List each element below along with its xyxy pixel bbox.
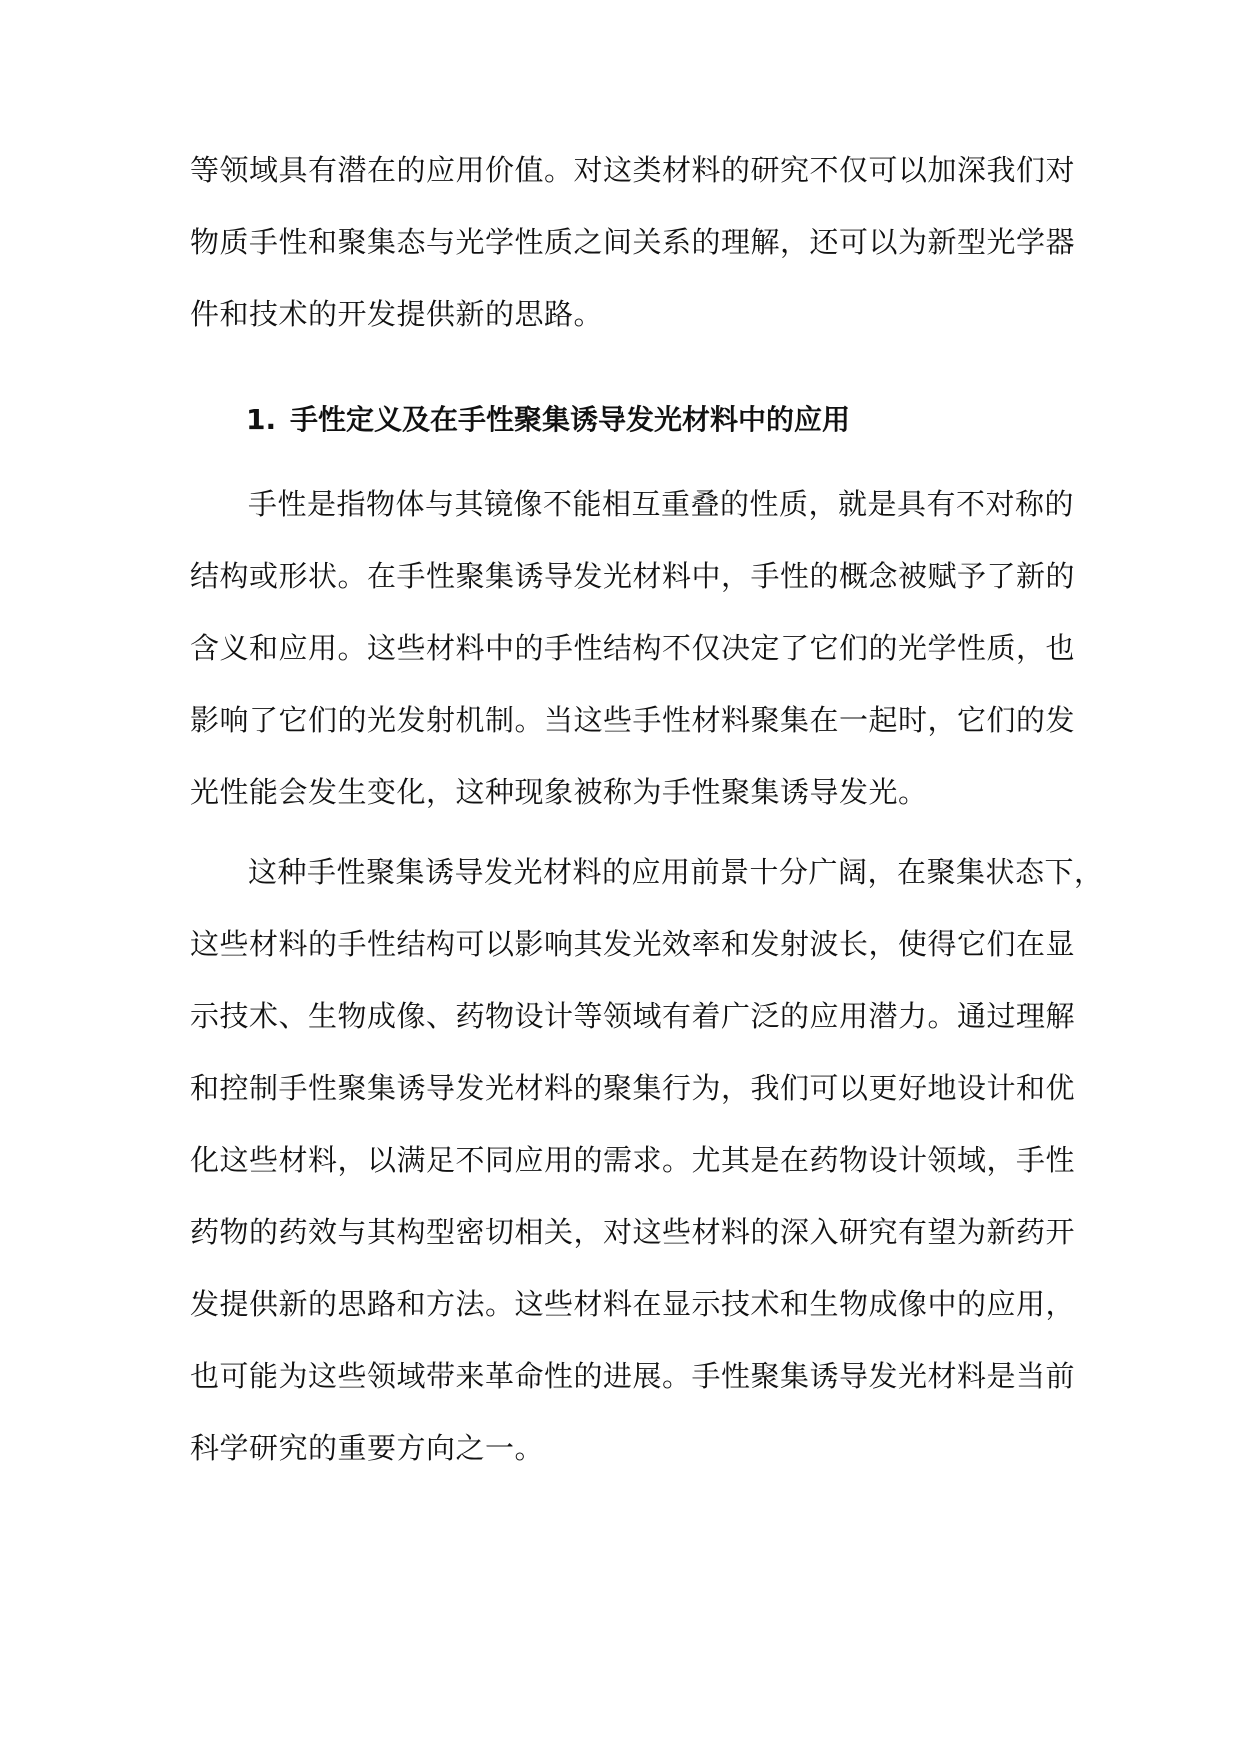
intro-line-2: 物质手性和聚集态与光学性质之间关系的理解，还可以为新型光学器: [190, 225, 1076, 259]
section-title: 手性定义及在手性聚集诱导发光材料中的应用: [290, 403, 851, 436]
paragraph2-line-3: 示技术、生物成像、药物设计等领域有着广泛的应用潜力。通过理解: [190, 999, 1076, 1033]
paragraph2-line-7: 发提供新的思路和方法。这些材料在显示技术和生物成像中的应用，: [190, 1287, 1076, 1321]
paragraph1-line-1: 手性是指物体与其镜像不能相互重叠的性质，就是具有不对称的: [248, 487, 1075, 521]
paragraph2-line-8: 也可能为这些领域带来革命性的进展。手性聚集诱导发光材料是当前: [190, 1359, 1076, 1393]
paragraph2-line-6: 药物的药效与其构型密切相关，对这些材料的深入研究有望为新药开: [190, 1215, 1076, 1249]
paragraph1-line-4: 影响了它们的光发射机制。当这些手性材料聚集在一起时，它们的发: [190, 703, 1076, 737]
paragraph1-line-5: 光性能会发生变化，这种现象被称为手性聚集诱导发光。: [190, 775, 928, 809]
paragraph2-line-5: 化这些材料，以满足不同应用的需求。尤其是在药物设计领域，手性: [190, 1143, 1076, 1177]
intro-line-1: 等领域具有潜在的应用价值。对这类材料的研究不仅可以加深我们对: [190, 153, 1076, 187]
paragraph2-line-9: 科学研究的重要方向之一。: [190, 1431, 545, 1465]
paragraph2-line-1: 这种手性聚集诱导发光材料的应用前景十分广阔，在聚集状态下，: [248, 855, 1104, 889]
paragraph2-line-2: 这些材料的手性结构可以影响其发光效率和发射波长，使得它们在显: [190, 927, 1076, 961]
section-heading: [246, 400, 850, 440]
paragraph2-line-4: 和控制手性聚集诱导发光材料的聚集行为，我们可以更好地设计和优: [190, 1071, 1076, 1105]
section-number: 1.: [246, 403, 277, 436]
paragraph1-line-2: 结构或形状。在手性聚集诱导发光材料中，手性的概念被赋予了新的: [190, 559, 1076, 593]
intro-line-3: 件和技术的开发提供新的思路。: [190, 297, 604, 331]
paragraph1-line-3: 含义和应用。这些材料中的手性结构不仅决定了它们的光学性质，也: [190, 631, 1076, 665]
